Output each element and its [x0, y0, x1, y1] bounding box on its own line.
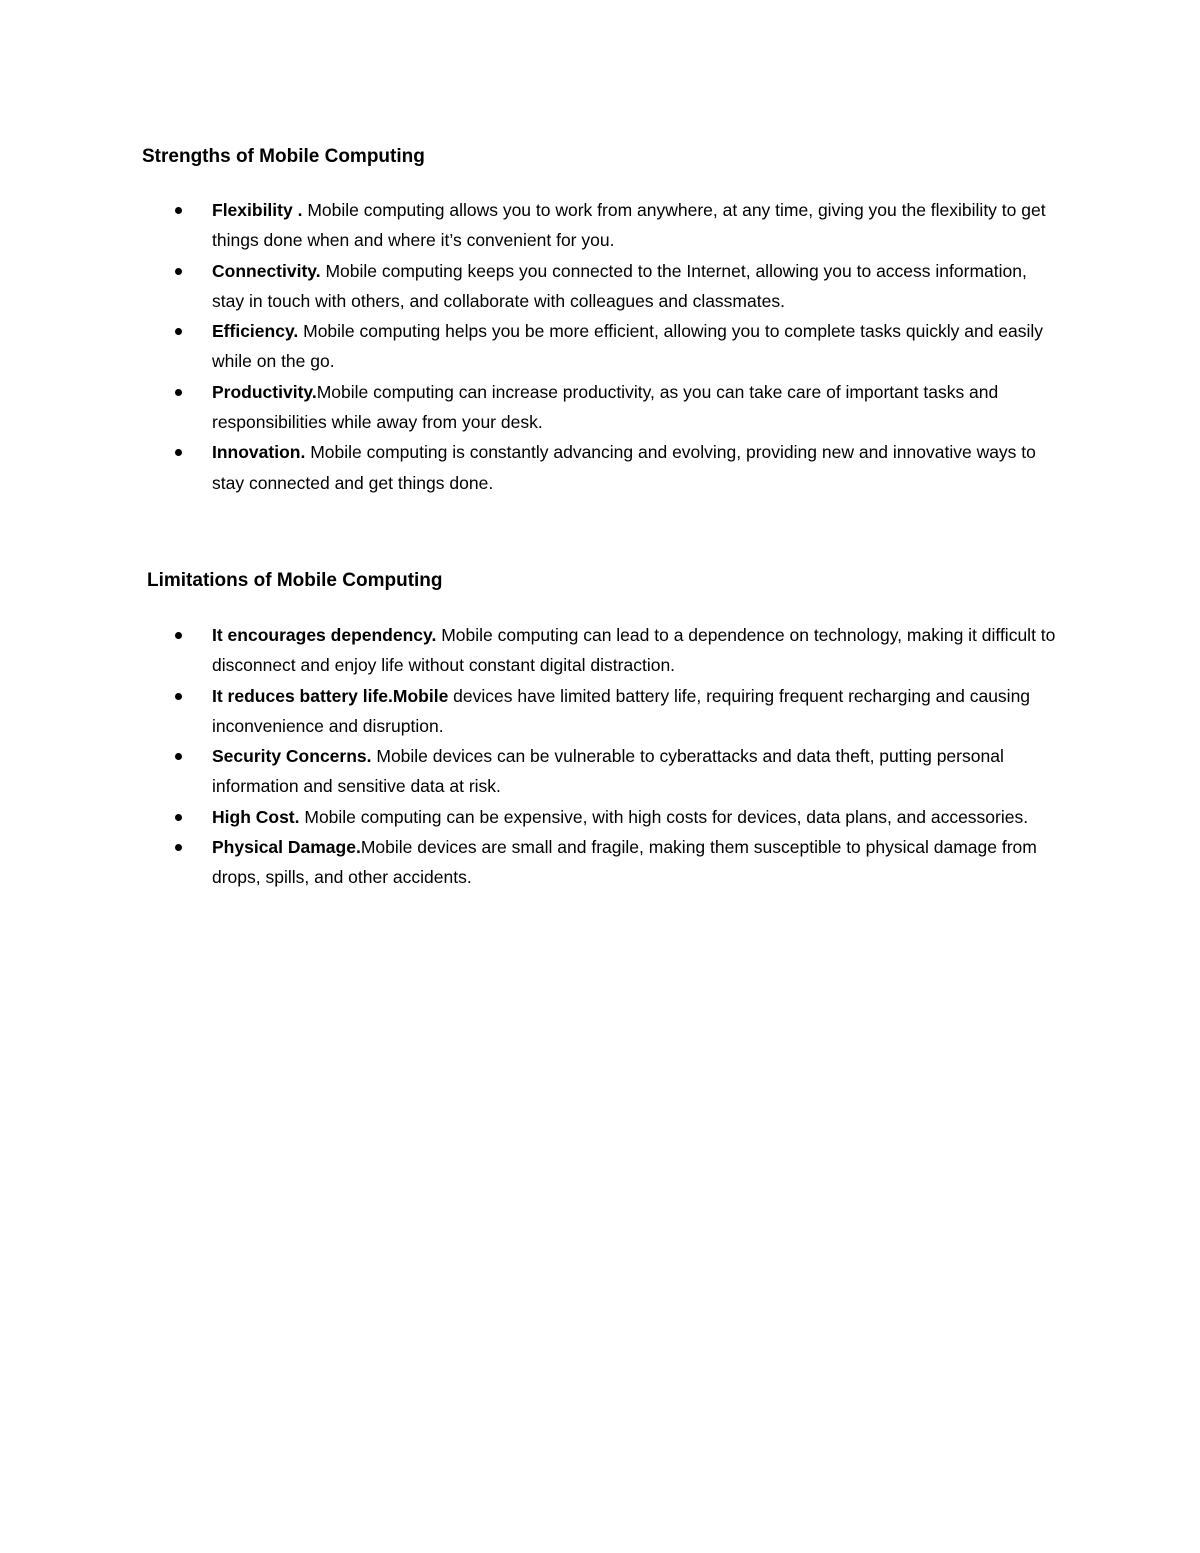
item-term: High Cost. [212, 806, 300, 827]
bullet-icon [175, 632, 182, 639]
item-term: Innovation. [212, 442, 306, 463]
strengths-list [0, 195, 1200, 498]
limitations-list [0, 620, 1200, 893]
item-text: Mobile computing keeps you connected to the Internet, allowing you to access information, stay in touch with others, and collaborate with colleagues and classmates. [212, 260, 1027, 311]
bullet-icon [175, 693, 182, 700]
limitations-heading: Limitations of Mobile Computing [147, 570, 443, 591]
item-text: Mobile computing can lead to a dependence on technology, making it difficult to disconnect and enjoy life without constant digital distraction. [212, 625, 1056, 676]
item-term: Physical Damage. [212, 837, 361, 858]
item-term: Efficiency. [212, 321, 299, 342]
item-text: Mobile computing can be expensive, with high costs for devices, data plans, and accessories. [299, 806, 1029, 827]
list-item [0, 802, 1062, 832]
bullet-icon [175, 389, 182, 396]
bullet-icon [175, 449, 182, 456]
item-term: Connectivity. [212, 260, 321, 281]
item-term: It reduces battery life.Mobile [212, 685, 449, 706]
bullet-icon [175, 268, 182, 275]
item-text: devices have limited battery life, requiring frequent recharging and causing inconvenience and disruption. [212, 685, 1031, 736]
bullet-icon [175, 328, 182, 335]
item-term: Security Concerns. [212, 746, 372, 767]
item-text: Mobile devices are small and fragile, making them susceptible to physical damage from drops, spills, and other accidents. [212, 837, 1037, 888]
list-item [0, 681, 1062, 742]
list-item [0, 437, 1062, 498]
list-item [0, 316, 1062, 377]
list-item [0, 377, 1062, 438]
bullet-icon [175, 753, 182, 760]
strengths-heading: Strengths of Mobile Computing [142, 146, 425, 167]
bullet-icon [175, 814, 182, 821]
item-text: Mobile computing allows you to work from anywhere, at any time, giving you the flexibility to get things done when and where it’s convenient for you. [212, 200, 1046, 251]
item-term: Productivity. [212, 381, 317, 402]
list-item [0, 832, 1062, 893]
list-item [0, 195, 1062, 256]
item-term: It encourages dependency. [212, 625, 437, 645]
item-text: Mobile computing helps you be more efficient, allowing you to complete tasks quickly and easily while on the go. [212, 321, 1044, 372]
list-item [0, 620, 1062, 681]
item-term: Flexibility . [212, 200, 303, 220]
item-text: Mobile computing is constantly advancing and evolving, providing new and innovative ways to stay connected and get things done. [212, 442, 1036, 493]
item-text: Mobile devices can be vulnerable to cyberattacks and data theft, putting personal information and sensitive data at risk. [212, 746, 1004, 797]
bullet-icon [175, 844, 182, 851]
list-item [0, 741, 1062, 802]
bullet-icon [175, 207, 182, 214]
item-text: Mobile computing can increase productivity, as you can take care of important tasks and responsibilities while away from your desk. [212, 381, 999, 433]
list-item [0, 256, 1062, 317]
